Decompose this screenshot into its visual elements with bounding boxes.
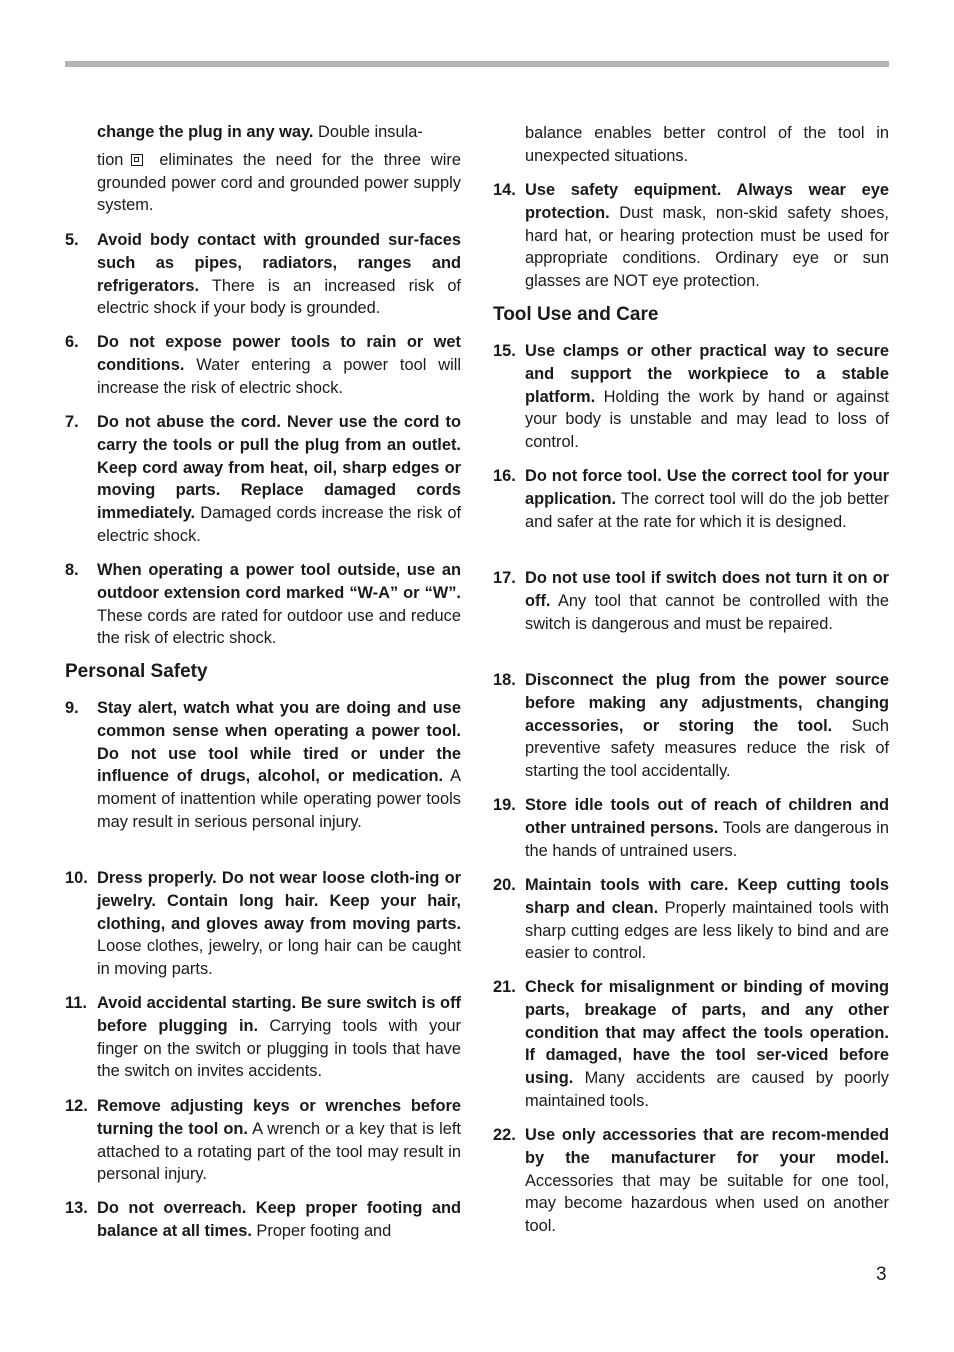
item-number: 22. [493,1126,516,1144]
item-number: 17. [493,569,516,587]
item-number: 8. [65,561,79,579]
list-item-13 [65,1197,461,1243]
list-item-12 [65,1095,461,1186]
list-item-16 [493,465,889,533]
item-number: 12. [65,1097,88,1115]
item-text: Damaged cords increase the risk of electric shock. [97,504,461,545]
list-item-14 [493,179,889,293]
item-bold: Maintain tools with care. Keep cutting tools sharp and clean. [525,876,889,917]
list-item-17 [493,567,889,635]
item-number: 11. [65,994,87,1012]
item-number: 16. [493,467,516,485]
item-number: 10. [65,869,88,887]
list-item-21 [493,976,889,1113]
item-text: Tools are dangerous in the hands of untrained users. [525,818,890,860]
item-number: 15. [493,342,516,360]
list-item-11 [65,992,461,1083]
heading-personal-safety: Personal Safety [65,661,208,682]
continuation-paragraph: balance enables better control of the tool in unexpected situations. [525,124,889,165]
item-text: Properly maintained tools with sharp cutting edges are less likely to bind and are easier to control. [525,898,889,963]
list-item-6 [65,331,461,399]
list-item-18 [493,669,889,783]
item-text: Water entering a power tool will increase the risk of electric shock. [97,355,461,397]
item-text: Any tool that cannot be controlled with the switch is dangerous and must be repaired. [525,591,889,633]
list-item-15 [493,340,889,454]
list-item-7 [65,411,461,548]
item-bold: Remove adjusting keys or wrenches before turning the tool on. [97,1097,461,1138]
item-number: 6. [65,333,79,351]
intro-text-c: eliminates the need for the three wire grounded power cord and grounded power supply system. [97,150,461,215]
list-item-10 [65,867,461,981]
intro-bold: change the plug in any way. [97,123,314,141]
item-bold: Dress properly. Do not wear loose cloth-ing or jewelry. Contain long hair. Keep your hair, clothing, and gloves away from moving parts. [97,869,461,933]
item-text: Carrying tools with your finger on the switch or plugging in tools that have the switch on invites accidents. [97,1016,461,1081]
item-bold: Use safety equipment. Always wear eye protection. [525,181,889,222]
item-number: 5. [65,231,79,249]
item-number: 21. [493,978,516,996]
item-bold: Do not force tool. Use the correct tool for your application. [525,467,889,508]
item-bold: Store idle tools out of reach of children and other untrained persons. [525,796,889,837]
list-item-19 [493,794,890,862]
item-bold: Do not abuse the cord. Never use the cord to carry the tools or pull the plug from an outlet. Keep cord away from heat, oil, sharp edges or moving parts. Replace damaged cords immediately. [97,413,461,523]
page-number: 3 [876,1264,887,1285]
item-bold: Stay alert, watch what you are doing and use common sense when operating a power tool. Do not use tool while tired or under the influence of drugs, alcohol, or medication. [97,699,461,786]
item-text: Dust mask, non-skid safety shoes, hard hat, or hearing protection must be used for appropriate conditions. Ordinary eye or sun glasses are NOT eye protection. [525,203,889,291]
item-number: 9. [65,699,79,717]
list-item-9 [65,697,461,834]
item-text: Holding the work by hand or against your body is unstable and may lead to loss of control. [525,387,889,452]
intro-text-b: tion [97,150,124,169]
item-number: 19. [493,796,516,814]
item-bold: Avoid accidental starting. Be sure switch is off before plugging in. [97,994,461,1035]
double-insulation-icon [131,154,143,166]
item-text: Loose clothes, jewelry, or long hair can be caught in moving parts. [97,937,461,979]
intro-paragraph [97,121,461,217]
list-item-5 [65,229,461,320]
list-item-20 [493,874,889,965]
item-bold: Do not overreach. Keep proper footing and balance at all times. [97,1199,461,1240]
intro-text-a: Double insula- [313,123,423,141]
item-number: 7. [65,413,79,431]
item-bold: Use clamps or other practical way to secure and support the workpiece to a stable platform. [525,342,889,406]
item-bold: Check for misalignment or binding of moving parts, breakage of parts, and any other condition that may affect the tools operation. If damaged, have the tool ser-viced before using. [525,978,889,1088]
item-text: A wrench or a key that is left attached to a rotating part of the tool may result in personal injury. [97,1119,461,1184]
item-bold: When operating a power tool outside, use an outdoor extension cord marked “W-A” or “W”. [97,561,461,602]
top-rule [65,61,889,67]
item-bold: Disconnect the plug from the power source before making any adjustments, changing accessories, or storing the tool. [525,671,889,735]
item-bold: Use only accessories that are recom-mended by the manufacturer for your model. [525,1126,889,1167]
item-text: Proper footing and [251,1221,392,1240]
item-bold: Do not expose power tools to rain or wet conditions. [97,333,461,374]
item-bold: Do not use tool if switch does not turn it on or off. [525,569,889,610]
list-item-22 [493,1124,889,1238]
list-item-8 [65,559,461,650]
item-number: 14. [493,181,516,199]
item-text: Accessories that may be suitable for one tool, may become hazardous when used on another tool. [525,1171,889,1236]
item-text: There is an increased risk of electric shock if your body is grounded. [97,276,461,318]
heading-tool-use-and-care: Tool Use and Care [493,304,659,325]
item-text: These cords are rated for outdoor use and reduce the risk of electric shock. [97,606,461,648]
item-number: 20. [493,876,516,894]
item-bold: Avoid body contact with grounded sur-faces such as pipes, radiators, ranges and refrigerators. [97,231,461,295]
item-text: Many accidents are caused by poorly maintained tools. [525,1069,889,1110]
item-number: 18. [493,671,516,689]
item-number: 13. [65,1199,88,1217]
item-text: A moment of inattention while operating power tools may result in serious personal injury. [97,767,461,831]
item-text: The correct tool will do the job better and safer at the rate for which it is designed. [525,489,889,531]
item-text: Such preventive safety measures reduce the risk of starting the tool accidentally. [525,716,889,781]
